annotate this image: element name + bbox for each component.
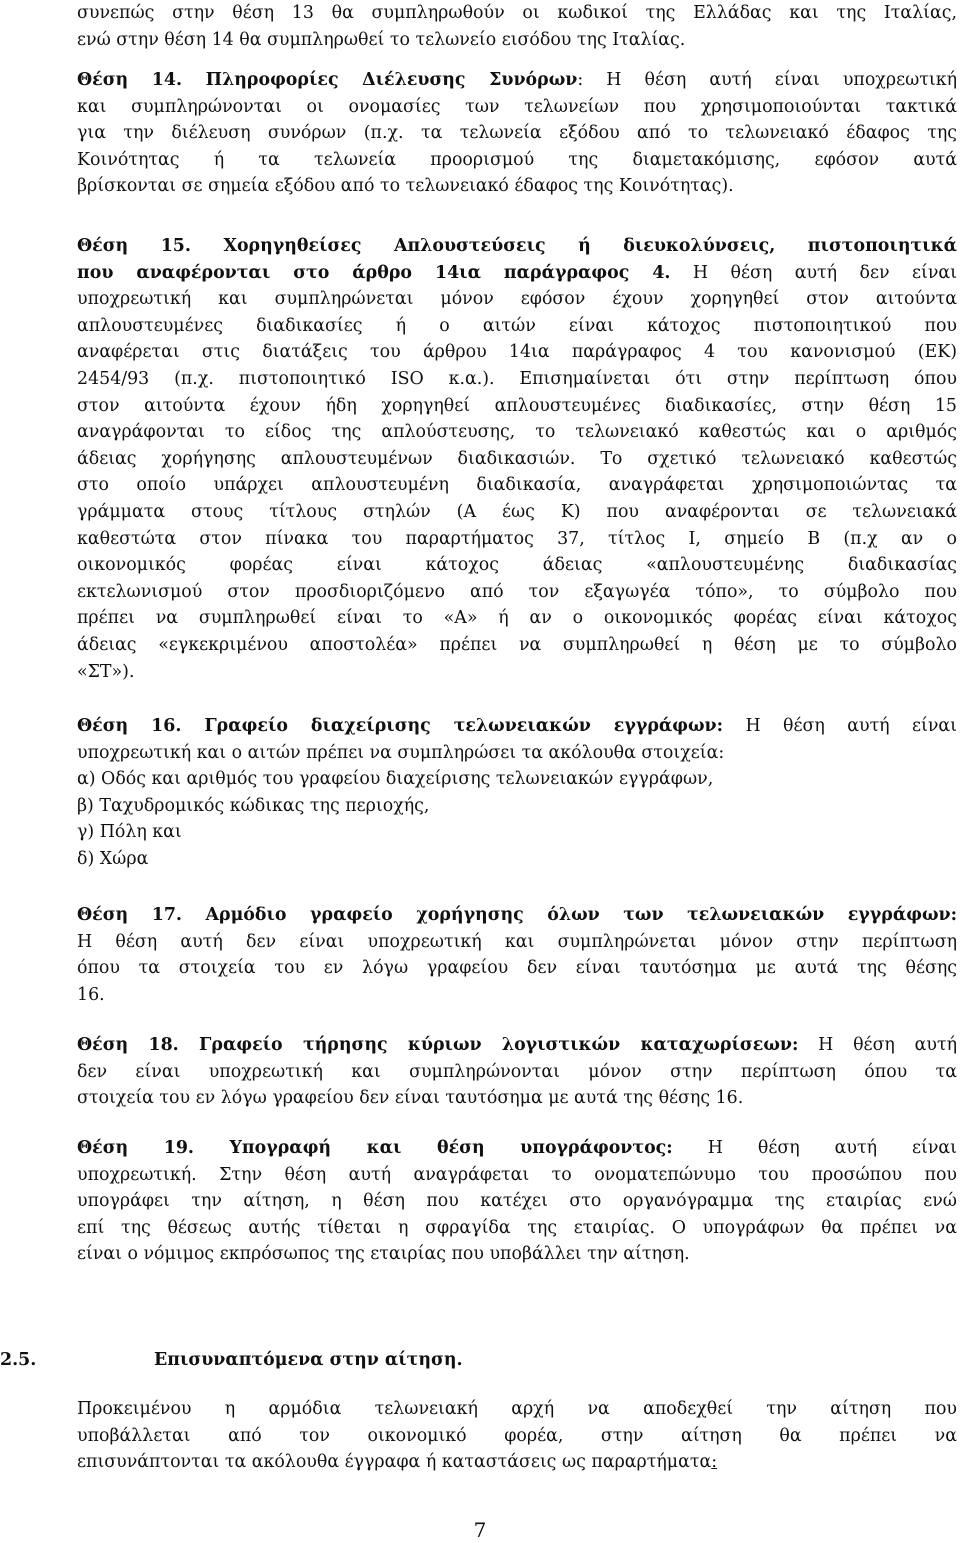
field-14-heading: Θέση 14. Πληροφορίες Διέλευσης Συνόρων: [77, 70, 578, 90]
field-15-heading: Θέση 15. Χορηγηθείσες Απλουστεύσεις ή διευκολύνσεις, πιστοποιητικά: [77, 236, 957, 256]
text-line: [77, 67, 957, 94]
text-line: ενώ στην θέση 14 θα συμπληρωθεί το τελωνείο εισόδου της Ιταλίας.: [77, 29, 686, 50]
text-span: Η θέση αυτή είναι: [672, 1138, 957, 1158]
text-line: δεν είναι υποχρεωτική και συμπληρώνονται μόνον στην περίπτωση όπου τα: [77, 1061, 957, 1082]
text-line: [77, 713, 957, 740]
text-line: υποβάλλεται από τον οικονομικό φορέα, στην αίτηση θα πρέπει να: [77, 1425, 957, 1446]
text-line: υποχρεωτική. Στην θέση αυτή αναγράφεται το ονοματεπώνυμο του προσώπου που: [77, 1164, 957, 1185]
text-line: και συμπληρώνονται οι ονομασίες των τελωνείων που χρησιμοποιούνται τακτικά: [77, 96, 957, 117]
list-item: γ) Πόλη και: [77, 822, 182, 843]
field-19-paragraph: [77, 1135, 957, 1268]
text-line: [77, 1449, 957, 1476]
text-line: στον αιτούντα έχουν ήδη χορηγηθεί απλουστευμένες διαδικασίες, στην θέση 15: [77, 395, 957, 416]
text-line: [77, 1135, 957, 1162]
text-line: άδειας χορήγησης απλουστευμένων διαδικασιών. Το σχετικό τελωνειακό καθεστώς: [77, 448, 957, 469]
text-line: βρίσκονται σε σημεία εξόδου από το τελωνειακό έδαφος της Κοινότητας).: [77, 176, 734, 197]
text-line: 2454/93 (π.χ. πιστοποιητικό ISO κ.α.). Επισημαίνεται ότι στην περίπτωση όπου: [77, 368, 957, 389]
text-line: [77, 260, 957, 287]
text-line: όπου τα στοιχεία του εν λόγω γραφείου δεν είναι ταυτόσημα με αυτά της θέσης: [77, 958, 957, 979]
text-line: άδειας «εγκεκριμένου αποστολέα» πρέπει να συμπληρωθεί η θέση με το σύμβολο: [77, 634, 957, 655]
list-item: δ) Χώρα: [77, 848, 149, 869]
text-span: Η θέση αυτή: [798, 1035, 957, 1055]
intro-paragraph: [77, 0, 957, 53]
text-line: 16.: [77, 984, 105, 1005]
field-16-heading: Θέση 16. Γραφείο διαχείρισης τελωνειακών εγγράφων:: [77, 716, 724, 736]
text-span: επισυνάπτονται τα ακόλουθα έγγραφα ή καταστάσεις ως παραρτήματα: [77, 1452, 712, 1473]
text-line: υποχρεωτική και συμπληρώνεται μόνον εφόσον έχουν χορηγηθεί στον αιτούντα: [77, 289, 957, 310]
closing-paragraph: [77, 1396, 957, 1476]
text-line: καθεστώτα στον πίνακα του παραρτήματος 37, τίτλος Ι, σημείο Β (π.χ αν ο: [77, 528, 957, 549]
text-line: απλουστευμένες διαδικασίες ή ο αιτών είναι κάτοχος πιστοποιητικού που: [77, 315, 957, 336]
section-number: 2.5.: [0, 1350, 37, 1370]
text-line: αναγράφονται το είδος της απλούστευσης, το τελωνειακό καθεστώς και ο αριθμός: [77, 422, 957, 443]
text-line: Η θέση αυτή δεν είναι υποχρεωτική και συμπληρώνεται μόνον στην περίπτωση: [77, 931, 957, 952]
list-item: β) Ταχυδρομικός κώδικας της περιοχής,: [77, 795, 430, 816]
text-line: [77, 1032, 957, 1059]
field-15-heading-cont: που αναφέρονται στο άρθρο 14ια παράγραφος 4.: [77, 262, 671, 283]
field-18-heading: Θέση 18. Γραφείο τήρησης κύριων λογιστικών καταχωρίσεων:: [77, 1035, 799, 1055]
text-line: πρέπει να συμπληρωθεί είναι το «Α» ή αν ο οικονομικός φορέας είναι κάτοχος: [77, 608, 957, 629]
text-line: συνεπώς στην θέση 13 θα συμπληρωθούν οι κωδικοί της Ελλάδας και της Ιταλίας,: [77, 3, 957, 23]
field-16-paragraph: [77, 713, 957, 873]
text-line: στοιχεία του εν λόγω γραφείου δεν είναι ταυτόσημα με αυτά της θέσης 16.: [77, 1088, 744, 1109]
field-17-heading: Θέση 17. Αρμόδιο γραφείο χορήγησης όλων των τελωνειακών εγγράφων:: [77, 905, 957, 925]
text-line: Προκειμένου η αρμόδια τελωνειακή αρχή να αποδεχθεί την αίτηση που: [77, 1399, 957, 1419]
field-17-paragraph: [77, 902, 957, 1008]
field-14-paragraph: [77, 67, 957, 200]
field-19-heading: Θέση 19. Υπογραφή και θέση υπογράφοντος:: [77, 1138, 673, 1158]
text-span: Η θέση αυτή είναι: [723, 716, 957, 736]
field-15-paragraph: [77, 233, 957, 685]
page-number: 7: [473, 1518, 487, 1542]
text-span: : Η θέση αυτή είναι υποχρεωτική: [577, 70, 957, 90]
section-title: Επισυναπτόμενα στην αίτηση.: [154, 1350, 463, 1370]
text-line: Κοινότητας ή τα τελωνεία προορισμού της διαμετακόμισης, εφόσον αυτά: [77, 149, 957, 170]
text-line: «ΣΤ»).: [77, 661, 135, 682]
text-line: στο οποίο υπάρχει απλουστευμένη διαδικασία, αναγράφεται χρησιμοποιώντας τα: [77, 475, 957, 496]
underlined-colon: :: [711, 1452, 718, 1473]
text-line: υπογράφει την αίτηση, η θέση που κατέχει στο οργανόγραμμα της εταιρίας ενώ: [77, 1191, 957, 1212]
text-line: επί της θέσεως αυτής τίθεται η σφραγίδα της εταιρίας. Ο υπογράφων θα πρέπει να: [77, 1217, 957, 1238]
text-line: γράμματα στους τίτλους στηλών (Α έως Κ) που αναφέρονται σε τελωνειακά: [77, 501, 957, 522]
text-line: οικονομικός φορέας είναι κάτοχος άδειας «απλουστευμένης διαδικασίας: [77, 555, 957, 576]
text-span: Η θέση αυτή δεν είναι: [670, 262, 957, 283]
text-line: για την διέλευση συνόρων (π.χ. τα τελωνεία εξόδου από το τελωνειακό έδαφος της: [77, 123, 957, 144]
text-line: αναφέρεται στις διατάξεις του άρθρου 14ια παράγραφος 4 του κανονισμού (ΕΚ): [77, 342, 957, 363]
field-18-paragraph: [77, 1032, 957, 1112]
text-line: είναι ο νόμιμος εκπρόσωπος της εταιρίας που υποβάλλει την αίτηση.: [77, 1244, 690, 1265]
text-line: υποχρεωτική και ο αιτών πρέπει να συμπληρώσει τα ακόλουθα στοιχεία:: [77, 742, 725, 763]
section-heading: [0, 1347, 957, 1375]
list-item: α) Οδός και αριθμός του γραφείου διαχείρισης τελωνειακών εγγράφων,: [77, 769, 714, 790]
text-line: εκτελωνισμού στον προσδιοριζόμενο από τον εξαγωγέα τόπο», το σύμβολο που: [77, 581, 957, 602]
